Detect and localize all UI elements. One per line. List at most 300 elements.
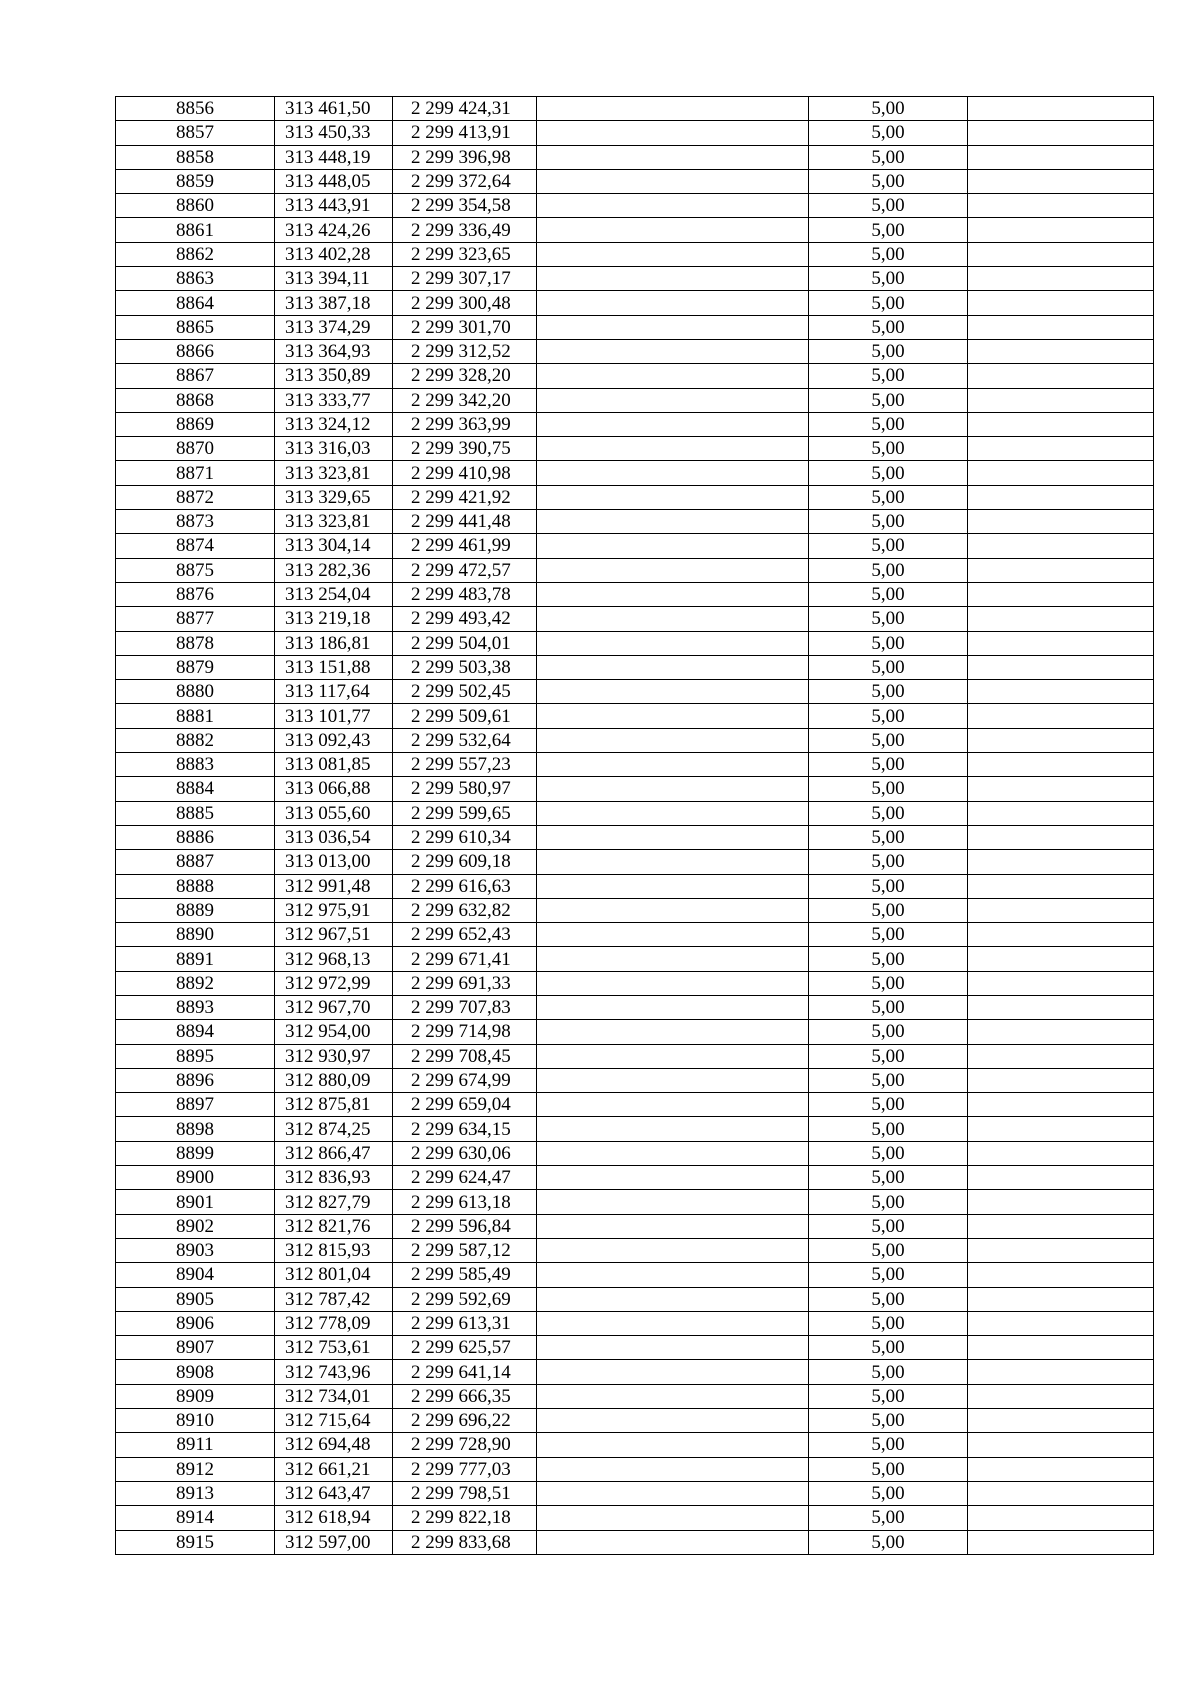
empty-cell bbox=[537, 97, 809, 121]
y-coordinate-cell: 2 299 342,20 bbox=[393, 388, 537, 412]
value-cell: 5,00 bbox=[809, 1166, 968, 1190]
point-number-cell: 8865 bbox=[116, 315, 275, 339]
empty-cell bbox=[968, 121, 1154, 145]
table-row bbox=[116, 680, 1154, 704]
table-row bbox=[116, 558, 1154, 582]
table-row bbox=[116, 1117, 1154, 1141]
value-cell: 5,00 bbox=[809, 291, 968, 315]
empty-cell bbox=[968, 1166, 1154, 1190]
value-cell: 5,00 bbox=[809, 1506, 968, 1530]
empty-cell bbox=[968, 1117, 1154, 1141]
y-coordinate-cell: 2 299 652,43 bbox=[393, 923, 537, 947]
x-coordinate-cell: 312 743,96 bbox=[275, 1360, 393, 1384]
x-coordinate-cell: 313 443,91 bbox=[275, 194, 393, 218]
x-coordinate-cell: 313 151,88 bbox=[275, 655, 393, 679]
y-coordinate-cell: 2 299 396,98 bbox=[393, 145, 537, 169]
value-cell: 5,00 bbox=[809, 1068, 968, 1092]
y-coordinate-cell: 2 299 671,41 bbox=[393, 947, 537, 971]
value-cell: 5,00 bbox=[809, 558, 968, 582]
y-coordinate-cell: 2 299 674,99 bbox=[393, 1068, 537, 1092]
empty-cell bbox=[537, 534, 809, 558]
empty-cell bbox=[537, 412, 809, 436]
y-coordinate-cell: 2 299 798,51 bbox=[393, 1481, 537, 1505]
x-coordinate-cell: 313 374,29 bbox=[275, 315, 393, 339]
x-coordinate-cell: 312 972,99 bbox=[275, 971, 393, 995]
empty-cell bbox=[968, 728, 1154, 752]
point-number-cell: 8857 bbox=[116, 121, 275, 145]
value-cell: 5,00 bbox=[809, 1433, 968, 1457]
empty-cell bbox=[968, 1457, 1154, 1481]
value-cell: 5,00 bbox=[809, 1020, 968, 1044]
empty-cell bbox=[968, 777, 1154, 801]
point-number-cell: 8900 bbox=[116, 1166, 275, 1190]
empty-cell bbox=[968, 655, 1154, 679]
y-coordinate-cell: 2 299 641,14 bbox=[393, 1360, 537, 1384]
empty-cell bbox=[537, 607, 809, 631]
table-row bbox=[116, 97, 1154, 121]
y-coordinate-cell: 2 299 613,31 bbox=[393, 1311, 537, 1335]
value-cell: 5,00 bbox=[809, 898, 968, 922]
x-coordinate-cell: 312 643,47 bbox=[275, 1481, 393, 1505]
empty-cell bbox=[537, 1287, 809, 1311]
value-cell: 5,00 bbox=[809, 607, 968, 631]
y-coordinate-cell: 2 299 696,22 bbox=[393, 1409, 537, 1433]
y-coordinate-cell: 2 299 592,69 bbox=[393, 1287, 537, 1311]
empty-cell bbox=[968, 1336, 1154, 1360]
empty-cell bbox=[537, 1409, 809, 1433]
x-coordinate-cell: 312 975,91 bbox=[275, 898, 393, 922]
table-row bbox=[116, 947, 1154, 971]
value-cell: 5,00 bbox=[809, 1238, 968, 1262]
y-coordinate-cell: 2 299 691,33 bbox=[393, 971, 537, 995]
x-coordinate-cell: 313 101,77 bbox=[275, 704, 393, 728]
table-row bbox=[116, 1068, 1154, 1092]
point-number-cell: 8902 bbox=[116, 1214, 275, 1238]
point-number-cell: 8895 bbox=[116, 1044, 275, 1068]
y-coordinate-cell: 2 299 372,64 bbox=[393, 169, 537, 193]
y-coordinate-cell: 2 299 532,64 bbox=[393, 728, 537, 752]
empty-cell bbox=[968, 1238, 1154, 1262]
empty-cell bbox=[968, 218, 1154, 242]
empty-cell bbox=[537, 364, 809, 388]
point-number-cell: 8906 bbox=[116, 1311, 275, 1335]
table-row bbox=[116, 1166, 1154, 1190]
table-row bbox=[116, 145, 1154, 169]
empty-cell bbox=[537, 655, 809, 679]
value-cell: 5,00 bbox=[809, 1530, 968, 1554]
x-coordinate-cell: 313 461,50 bbox=[275, 97, 393, 121]
table-row bbox=[116, 1530, 1154, 1554]
value-cell: 5,00 bbox=[809, 339, 968, 363]
table-row bbox=[116, 971, 1154, 995]
x-coordinate-cell: 312 954,00 bbox=[275, 1020, 393, 1044]
table-row bbox=[116, 267, 1154, 291]
point-number-cell: 8886 bbox=[116, 825, 275, 849]
empty-cell bbox=[968, 1409, 1154, 1433]
table-row bbox=[116, 728, 1154, 752]
table-row bbox=[116, 1360, 1154, 1384]
empty-cell bbox=[968, 437, 1154, 461]
value-cell: 5,00 bbox=[809, 995, 968, 1019]
x-coordinate-cell: 312 968,13 bbox=[275, 947, 393, 971]
empty-cell bbox=[537, 437, 809, 461]
y-coordinate-cell: 2 299 616,63 bbox=[393, 874, 537, 898]
y-coordinate-cell: 2 299 822,18 bbox=[393, 1506, 537, 1530]
x-coordinate-cell: 313 323,81 bbox=[275, 510, 393, 534]
point-number-cell: 8880 bbox=[116, 680, 275, 704]
y-coordinate-cell: 2 299 390,75 bbox=[393, 437, 537, 461]
coordinates-table-body bbox=[116, 97, 1154, 1555]
x-coordinate-cell: 313 036,54 bbox=[275, 825, 393, 849]
empty-cell bbox=[968, 582, 1154, 606]
point-number-cell: 8862 bbox=[116, 242, 275, 266]
empty-cell bbox=[537, 510, 809, 534]
x-coordinate-cell: 313 081,85 bbox=[275, 753, 393, 777]
empty-cell bbox=[968, 1481, 1154, 1505]
empty-cell bbox=[968, 874, 1154, 898]
empty-cell bbox=[968, 291, 1154, 315]
y-coordinate-cell: 2 299 301,70 bbox=[393, 315, 537, 339]
y-coordinate-cell: 2 299 833,68 bbox=[393, 1530, 537, 1554]
value-cell: 5,00 bbox=[809, 169, 968, 193]
point-number-cell: 8903 bbox=[116, 1238, 275, 1262]
empty-cell bbox=[968, 753, 1154, 777]
empty-cell bbox=[537, 1433, 809, 1457]
y-coordinate-cell: 2 299 659,04 bbox=[393, 1093, 537, 1117]
empty-cell bbox=[537, 753, 809, 777]
y-coordinate-cell: 2 299 410,98 bbox=[393, 461, 537, 485]
value-cell: 5,00 bbox=[809, 825, 968, 849]
value-cell: 5,00 bbox=[809, 194, 968, 218]
y-coordinate-cell: 2 299 708,45 bbox=[393, 1044, 537, 1068]
empty-cell bbox=[537, 1238, 809, 1262]
x-coordinate-cell: 313 323,81 bbox=[275, 461, 393, 485]
empty-cell bbox=[537, 339, 809, 363]
empty-cell bbox=[968, 194, 1154, 218]
empty-cell bbox=[537, 923, 809, 947]
x-coordinate-cell: 313 402,28 bbox=[275, 242, 393, 266]
empty-cell bbox=[537, 1311, 809, 1335]
value-cell: 5,00 bbox=[809, 777, 968, 801]
empty-cell bbox=[537, 1263, 809, 1287]
table-row bbox=[116, 412, 1154, 436]
empty-cell bbox=[537, 971, 809, 995]
table-row bbox=[116, 1093, 1154, 1117]
empty-cell bbox=[968, 1287, 1154, 1311]
x-coordinate-cell: 313 254,04 bbox=[275, 582, 393, 606]
x-coordinate-cell: 312 787,42 bbox=[275, 1287, 393, 1311]
table-row bbox=[116, 1238, 1154, 1262]
point-number-cell: 8877 bbox=[116, 607, 275, 631]
point-number-cell: 8892 bbox=[116, 971, 275, 995]
point-number-cell: 8912 bbox=[116, 1457, 275, 1481]
table-row bbox=[116, 825, 1154, 849]
empty-cell bbox=[537, 704, 809, 728]
point-number-cell: 8898 bbox=[116, 1117, 275, 1141]
point-number-cell: 8869 bbox=[116, 412, 275, 436]
table-row bbox=[116, 510, 1154, 534]
table-row bbox=[116, 1336, 1154, 1360]
table-row bbox=[116, 1263, 1154, 1287]
empty-cell bbox=[968, 1044, 1154, 1068]
y-coordinate-cell: 2 299 624,47 bbox=[393, 1166, 537, 1190]
empty-cell bbox=[537, 461, 809, 485]
x-coordinate-cell: 313 450,33 bbox=[275, 121, 393, 145]
point-number-cell: 8856 bbox=[116, 97, 275, 121]
empty-cell bbox=[537, 1166, 809, 1190]
table-row bbox=[116, 315, 1154, 339]
value-cell: 5,00 bbox=[809, 1311, 968, 1335]
y-coordinate-cell: 2 299 630,06 bbox=[393, 1141, 537, 1165]
empty-cell bbox=[537, 388, 809, 412]
table-row bbox=[116, 923, 1154, 947]
empty-cell bbox=[968, 485, 1154, 509]
table-row bbox=[116, 801, 1154, 825]
point-number-cell: 8872 bbox=[116, 485, 275, 509]
empty-cell bbox=[537, 194, 809, 218]
table-row bbox=[116, 753, 1154, 777]
empty-cell bbox=[968, 267, 1154, 291]
point-number-cell: 8904 bbox=[116, 1263, 275, 1287]
empty-cell bbox=[968, 995, 1154, 1019]
empty-cell bbox=[968, 971, 1154, 995]
x-coordinate-cell: 313 350,89 bbox=[275, 364, 393, 388]
value-cell: 5,00 bbox=[809, 242, 968, 266]
point-number-cell: 8883 bbox=[116, 753, 275, 777]
empty-cell bbox=[968, 1190, 1154, 1214]
value-cell: 5,00 bbox=[809, 1263, 968, 1287]
x-coordinate-cell: 312 821,76 bbox=[275, 1214, 393, 1238]
value-cell: 5,00 bbox=[809, 1409, 968, 1433]
y-coordinate-cell: 2 299 483,78 bbox=[393, 582, 537, 606]
point-number-cell: 8871 bbox=[116, 461, 275, 485]
table-row bbox=[116, 1311, 1154, 1335]
y-coordinate-cell: 2 299 354,58 bbox=[393, 194, 537, 218]
table-row bbox=[116, 1384, 1154, 1408]
empty-cell bbox=[968, 1093, 1154, 1117]
value-cell: 5,00 bbox=[809, 461, 968, 485]
point-number-cell: 8861 bbox=[116, 218, 275, 242]
point-number-cell: 8864 bbox=[116, 291, 275, 315]
empty-cell bbox=[968, 825, 1154, 849]
value-cell: 5,00 bbox=[809, 1336, 968, 1360]
empty-cell bbox=[537, 315, 809, 339]
value-cell: 5,00 bbox=[809, 315, 968, 339]
x-coordinate-cell: 313 424,26 bbox=[275, 218, 393, 242]
empty-cell bbox=[537, 1020, 809, 1044]
x-coordinate-cell: 312 967,70 bbox=[275, 995, 393, 1019]
empty-cell bbox=[968, 680, 1154, 704]
empty-cell bbox=[537, 1457, 809, 1481]
point-number-cell: 8879 bbox=[116, 655, 275, 679]
value-cell: 5,00 bbox=[809, 631, 968, 655]
empty-cell bbox=[968, 145, 1154, 169]
point-number-cell: 8908 bbox=[116, 1360, 275, 1384]
y-coordinate-cell: 2 299 323,65 bbox=[393, 242, 537, 266]
x-coordinate-cell: 313 316,03 bbox=[275, 437, 393, 461]
point-number-cell: 8905 bbox=[116, 1287, 275, 1311]
point-number-cell: 8889 bbox=[116, 898, 275, 922]
empty-cell bbox=[968, 534, 1154, 558]
point-number-cell: 8859 bbox=[116, 169, 275, 193]
value-cell: 5,00 bbox=[809, 1214, 968, 1238]
empty-cell bbox=[968, 898, 1154, 922]
table-row bbox=[116, 704, 1154, 728]
empty-cell bbox=[537, 898, 809, 922]
y-coordinate-cell: 2 299 632,82 bbox=[393, 898, 537, 922]
x-coordinate-cell: 312 694,48 bbox=[275, 1433, 393, 1457]
y-coordinate-cell: 2 299 509,61 bbox=[393, 704, 537, 728]
coordinates-table bbox=[115, 96, 1154, 1555]
x-coordinate-cell: 313 219,18 bbox=[275, 607, 393, 631]
empty-cell bbox=[537, 1141, 809, 1165]
table-row bbox=[116, 1044, 1154, 1068]
table-row bbox=[116, 1481, 1154, 1505]
value-cell: 5,00 bbox=[809, 582, 968, 606]
point-number-cell: 8885 bbox=[116, 801, 275, 825]
x-coordinate-cell: 313 333,77 bbox=[275, 388, 393, 412]
point-number-cell: 8887 bbox=[116, 850, 275, 874]
point-number-cell: 8884 bbox=[116, 777, 275, 801]
x-coordinate-cell: 312 715,64 bbox=[275, 1409, 393, 1433]
x-coordinate-cell: 313 186,81 bbox=[275, 631, 393, 655]
point-number-cell: 8907 bbox=[116, 1336, 275, 1360]
empty-cell bbox=[537, 850, 809, 874]
empty-cell bbox=[968, 704, 1154, 728]
empty-cell bbox=[968, 1068, 1154, 1092]
y-coordinate-cell: 2 299 599,65 bbox=[393, 801, 537, 825]
point-number-cell: 8882 bbox=[116, 728, 275, 752]
empty-cell bbox=[537, 582, 809, 606]
y-coordinate-cell: 2 299 613,18 bbox=[393, 1190, 537, 1214]
empty-cell bbox=[537, 631, 809, 655]
point-number-cell: 8901 bbox=[116, 1190, 275, 1214]
point-number-cell: 8891 bbox=[116, 947, 275, 971]
point-number-cell: 8874 bbox=[116, 534, 275, 558]
y-coordinate-cell: 2 299 502,45 bbox=[393, 680, 537, 704]
value-cell: 5,00 bbox=[809, 1117, 968, 1141]
value-cell: 5,00 bbox=[809, 1360, 968, 1384]
point-number-cell: 8878 bbox=[116, 631, 275, 655]
x-coordinate-cell: 313 324,12 bbox=[275, 412, 393, 436]
empty-cell bbox=[968, 510, 1154, 534]
empty-cell bbox=[537, 169, 809, 193]
table-row bbox=[116, 437, 1154, 461]
y-coordinate-cell: 2 299 472,57 bbox=[393, 558, 537, 582]
y-coordinate-cell: 2 299 707,83 bbox=[393, 995, 537, 1019]
table-row bbox=[116, 242, 1154, 266]
x-coordinate-cell: 312 880,09 bbox=[275, 1068, 393, 1092]
value-cell: 5,00 bbox=[809, 680, 968, 704]
value-cell: 5,00 bbox=[809, 923, 968, 947]
empty-cell bbox=[537, 1044, 809, 1068]
table-row bbox=[116, 850, 1154, 874]
table-row bbox=[116, 1409, 1154, 1433]
empty-cell bbox=[537, 1214, 809, 1238]
empty-cell bbox=[968, 1360, 1154, 1384]
x-coordinate-cell: 312 991,48 bbox=[275, 874, 393, 898]
table-row bbox=[116, 1287, 1154, 1311]
x-coordinate-cell: 312 930,97 bbox=[275, 1044, 393, 1068]
point-number-cell: 8909 bbox=[116, 1384, 275, 1408]
x-coordinate-cell: 312 815,93 bbox=[275, 1238, 393, 1262]
x-coordinate-cell: 312 597,00 bbox=[275, 1530, 393, 1554]
value-cell: 5,00 bbox=[809, 510, 968, 534]
y-coordinate-cell: 2 299 300,48 bbox=[393, 291, 537, 315]
table-row bbox=[116, 364, 1154, 388]
y-coordinate-cell: 2 299 587,12 bbox=[393, 1238, 537, 1262]
empty-cell bbox=[968, 412, 1154, 436]
empty-cell bbox=[968, 558, 1154, 582]
value-cell: 5,00 bbox=[809, 971, 968, 995]
empty-cell bbox=[537, 121, 809, 145]
empty-cell bbox=[537, 1117, 809, 1141]
empty-cell bbox=[968, 1433, 1154, 1457]
value-cell: 5,00 bbox=[809, 1093, 968, 1117]
y-coordinate-cell: 2 299 666,35 bbox=[393, 1384, 537, 1408]
empty-cell bbox=[968, 947, 1154, 971]
x-coordinate-cell: 312 753,61 bbox=[275, 1336, 393, 1360]
table-row bbox=[116, 777, 1154, 801]
empty-cell bbox=[968, 1214, 1154, 1238]
point-number-cell: 8913 bbox=[116, 1481, 275, 1505]
empty-cell bbox=[537, 1068, 809, 1092]
empty-cell bbox=[537, 291, 809, 315]
value-cell: 5,00 bbox=[809, 753, 968, 777]
table-row bbox=[116, 607, 1154, 631]
table-row bbox=[116, 1141, 1154, 1165]
value-cell: 5,00 bbox=[809, 1044, 968, 1068]
table-row bbox=[116, 1457, 1154, 1481]
empty-cell bbox=[537, 1384, 809, 1408]
point-number-cell: 8881 bbox=[116, 704, 275, 728]
point-number-cell: 8863 bbox=[116, 267, 275, 291]
x-coordinate-cell: 313 304,14 bbox=[275, 534, 393, 558]
table-row bbox=[116, 534, 1154, 558]
table-row bbox=[116, 995, 1154, 1019]
value-cell: 5,00 bbox=[809, 874, 968, 898]
value-cell: 5,00 bbox=[809, 1190, 968, 1214]
x-coordinate-cell: 312 866,47 bbox=[275, 1141, 393, 1165]
empty-cell bbox=[968, 1020, 1154, 1044]
x-coordinate-cell: 313 055,60 bbox=[275, 801, 393, 825]
value-cell: 5,00 bbox=[809, 1384, 968, 1408]
table-row bbox=[116, 1020, 1154, 1044]
x-coordinate-cell: 313 066,88 bbox=[275, 777, 393, 801]
y-coordinate-cell: 2 299 363,99 bbox=[393, 412, 537, 436]
table-row bbox=[116, 388, 1154, 412]
point-number-cell: 8911 bbox=[116, 1433, 275, 1457]
empty-cell bbox=[537, 485, 809, 509]
empty-cell bbox=[968, 631, 1154, 655]
empty-cell bbox=[968, 1530, 1154, 1554]
x-coordinate-cell: 313 394,11 bbox=[275, 267, 393, 291]
value-cell: 5,00 bbox=[809, 388, 968, 412]
y-coordinate-cell: 2 299 728,90 bbox=[393, 1433, 537, 1457]
value-cell: 5,00 bbox=[809, 364, 968, 388]
y-coordinate-cell: 2 299 441,48 bbox=[393, 510, 537, 534]
table-row bbox=[116, 582, 1154, 606]
y-coordinate-cell: 2 299 504,01 bbox=[393, 631, 537, 655]
x-coordinate-cell: 312 661,21 bbox=[275, 1457, 393, 1481]
x-coordinate-cell: 312 618,94 bbox=[275, 1506, 393, 1530]
table-row bbox=[116, 485, 1154, 509]
x-coordinate-cell: 313 282,36 bbox=[275, 558, 393, 582]
value-cell: 5,00 bbox=[809, 655, 968, 679]
empty-cell bbox=[537, 558, 809, 582]
empty-cell bbox=[968, 1384, 1154, 1408]
x-coordinate-cell: 312 801,04 bbox=[275, 1263, 393, 1287]
